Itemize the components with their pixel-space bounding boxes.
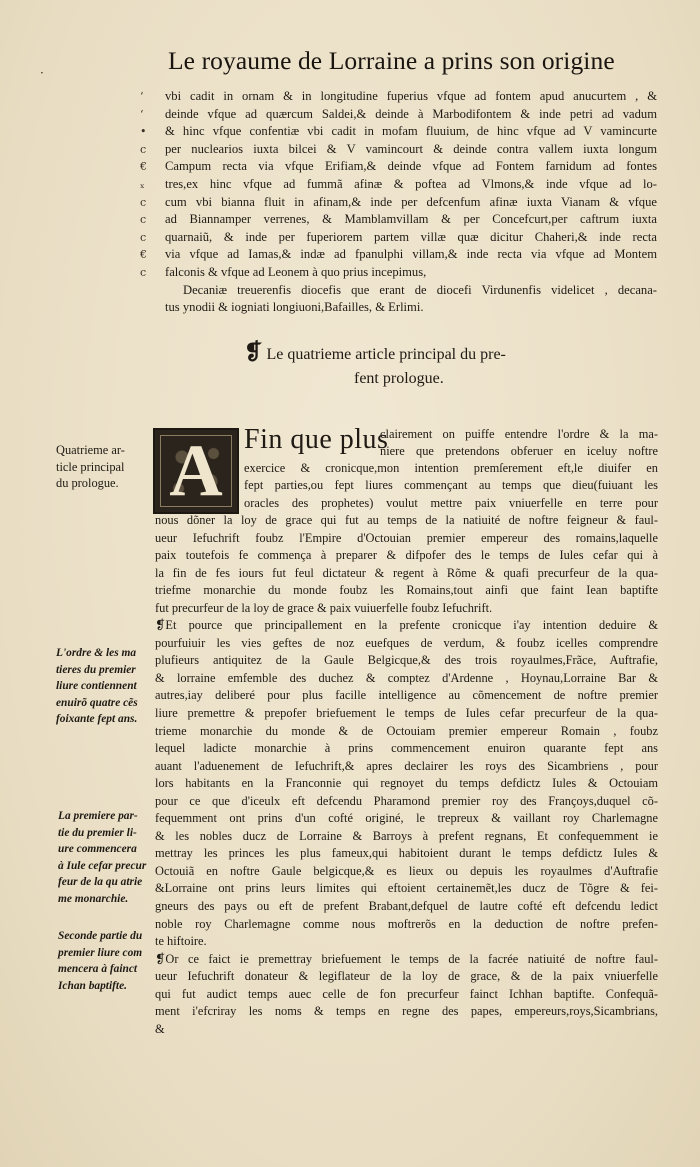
text-line: lequel ladicte monarchie à prins commencement enuiron quarante fept ans [155,741,658,756]
margin-note-line: Seconde partie du [58,930,143,942]
text-line: vbi cadit in ornam & in longitudine fuperius vfque ad fontem apud anucurtem , & [165,89,657,103]
text-line: paix toutefois fe commença à preparer & difpofer des le temps de Iules cefar qui à [155,548,658,563]
text-line: mettray les princes les plus fameux,qui habitoient durant le temps defdictz Iules & [155,846,658,861]
margin-note-line: me monarchie. [58,892,129,905]
margin-note-line: ticle principal [56,459,125,474]
margin-note-line: premier liure com [58,946,143,959]
text-line: pourfuiuir les vies geftes de noz euefques de verdum, & foubz icelles comprendre [155,635,658,650]
initial-letter: A [169,430,223,512]
text-line: niere que pretendons obferuer en iceluy noftre [380,444,658,459]
margin-mark: ‘ [140,107,144,121]
text-line: triefme monarchie du monde foubz les Romains,tout ainfi que faint Iean baptifte [155,583,658,598]
text-line: Decaniæ treuerenfis diocefis que erant de diocefi Virdunenfis videlicet , decana- [183,282,657,297]
margin-note-line: enuirõ quatre cẽs [56,696,138,709]
margin-note-line: L'ordre & les ma [56,647,137,659]
margin-note-line: Quatrieme ar- [56,443,125,457]
margin-mark: ₓ [140,177,145,191]
section-heading [244,340,574,391]
text-line: clairement on puiffe entendre l'ordre & la ma- [380,427,658,441]
margin-mark: c [140,265,147,279]
margin-speck: · [40,66,44,80]
margin-note-ordre-matieres [56,645,156,728]
opening-side-lines [380,426,658,460]
text-line: la fin de fes iours fut feul dictateur & regent à Rõme & quafi precurfeur de la qua- [155,565,658,580]
text-line: plufieurs antiquitez de la Gaule Belgicque,& des trois royaulmes,Frãce, Auftrafie, [155,653,658,668]
text-line: Campum recta via vfque Erifiam,& deinde vfque ad Fontem farnidum ad fontes [165,159,657,174]
margin-note-line: à Iule cefar precur [58,859,147,872]
top-text-block [165,88,657,317]
text-line: ueur Iefuchrift donateur & legiflateur de la loy de grace, & de la paix vniuerfelle [155,969,658,984]
heading-line-2: fent prologue. [354,370,444,387]
margin-note-line: du prologue. [56,476,119,490]
text-line: autres,iay deliberé pour plus facille intelligence au cõmencement de noftre premier [155,688,658,703]
margin-note-line: liure contiennent [56,680,137,692]
text-line: deinde vfque ad quærcum Saldei,& deinde à Marbodifontem & inde petri ad vadum [165,106,657,121]
text-line: lors habitants en la Franconnie qui regnoyet du temps defdictz Iules & Octouiam [155,776,658,791]
beside-initial-lines [244,460,658,512]
text-line: qui fut audict temps auec celle de fon precurfeur fainct Ichhan baptifte. Confequã- [155,986,658,1001]
margin-note-premiere-partie [58,808,158,907]
margin-mark: ‘ [140,90,144,103]
text-line: via vfque ad Iamas,& indæ ad fpanulphi villam,& inde recta via vfque ad Montem [165,247,657,262]
text-line: oracles des prophetes) voulut mettre paix vniuerfelle en terre pour [244,495,658,510]
text-line: & hinc vfque confentiæ vbi cadit in mofam fluuium, de hinc vfque ad V vamincurte [165,124,657,139]
text-line: nous dõner la loy de grace qui fut au temps de la natiuité de noftre feigneur & faul- [155,513,658,527]
text-line: falconis & vfque ad Leonem à quo prius incepimus, [165,264,427,279]
text-line: ad Biannamper verrenes, & Mamblamvillam & per Concefcurt,per caftrum iuxta [165,212,657,227]
top-margin-marks [140,88,154,282]
margin-note-line: Ichan baptifte. [58,979,127,992]
pilcrow-icon: ❡ [244,339,263,364]
margin-note-line: feur de la qu atrie [58,876,143,888]
margin-mark: c [140,213,147,227]
decorated-initial [153,428,239,514]
margin-mark: c [140,195,147,209]
text-line: ❡Or ce faict ie premettray briefuement le temps de la facrée natiuité de noftre faul- [155,951,658,966]
text-line: tres,ex hinc vfque ad fummã afinæ & poftea ad Vlmons,& inde vfque ad lo- [165,176,657,191]
text-line: ueur Iefuchrift foubz l'Empire d'Octouian premier empereur des romains,laquelle [155,530,658,545]
margin-mark: € [140,160,147,174]
running-head: Le royaume de Lorraine a prins son origine [168,46,615,75]
text-line: ❡Et pource que principallement en la prefente cronicque i'ay intention deduire & [155,618,658,633]
text-line: & lorraine emfemble des duchez & comptez d'Ardenne , Hoynau,Lorraine Bar & [155,670,658,685]
text-line: & les nobles ducz de Lorraine & Barroys à prefent regnans, Et confequemment ie [155,828,658,843]
text-line: fut precurfeur de la loy de grace & paix vuiuerfelle foubz Iefuchrift. [155,600,493,615]
text-line: & [155,1021,165,1036]
text-line: per nuclearios iuxta bilcei & V vamincourt & deinde contra vallem iuxta longum [165,141,657,156]
margin-mark: • [140,125,147,139]
text-line: auant l'aduenement de Iefuchrift,& apres declairer les roys des Sicambriens , pour [155,758,658,773]
text-line: trieme monarchie du monde & de Octouiam premier empereur Romain , foubz [155,723,658,738]
heading-line-1: Le quatrieme article principal du pre- [266,346,506,363]
text-line: te hiftoire. [155,934,207,949]
margin-note-line: tieres du premier [56,663,136,676]
margin-mark: c [140,142,147,156]
margin-note-line: ure commencera [58,843,137,855]
text-line: fept parties,ou fept liures commençant au temps que dieu(fuiuant les [244,478,658,493]
text-line: noble roy Charlemagne comme nous moftrerõs en la deduction de noftre prefen- [155,916,658,931]
text-line: ment i'efcriray les noms & temps en regne des papes, empereurs,roys,Sicambrians, [155,1004,658,1019]
margin-mark: c [140,230,147,244]
margin-note-line: tie du premier li- [58,826,137,839]
margin-note-seconde-partie [58,928,158,994]
text-line: &Lorraine ont prins leurs limites qui eftoient certainemẽt,les ducz de Tõgre & fei- [155,881,658,896]
margin-mark: € [140,248,147,262]
margin-note-quatrieme-article [56,442,156,492]
text-line: quarnaiũ, & inde per fuperiorem partem villæ quæ dicitur Chaheri,& inde recta [165,229,657,244]
text-line: tus ynodii & iogniati longiuoni,Bafailles, & Erlimi. [165,300,424,315]
text-line: gneurs des pays ou eft de prefent Brabant,defquel de lautre cofté eft defcendu ledict [155,899,658,914]
text-line: Octouiã en noftre Gaule belgicque,& es lieux ou depuis les royaulmes d'Auftrafie [155,863,658,878]
text-line: liure premettre & prepofer briefuement le temps de Iules cefar precurfeur de la qua- [155,706,658,721]
margin-note-line: La premiere par- [58,810,138,822]
margin-note-line: mencera à fainct [58,963,138,975]
margin-note-line: foixante fept ans. [56,713,138,725]
text-line: fequemment ont prins d'un cofté originé, le trepreux & vaillant roy Charlemagne [155,811,658,826]
text-line: cum vbi bianna fluit in afinam,& inde per defcenfum afinæ iuxta Vianam & vfque [165,194,657,209]
text-line: exercice & cronicque,mon intention premſerement eft,le diuifer en [244,461,658,475]
main-text-block [155,512,658,1038]
text-line: pour ce que d'iceulx eft defcendu Pharamond premier roy des Françoys,duquel cõ- [155,793,658,808]
opening-words: Fin que plus [244,424,389,455]
